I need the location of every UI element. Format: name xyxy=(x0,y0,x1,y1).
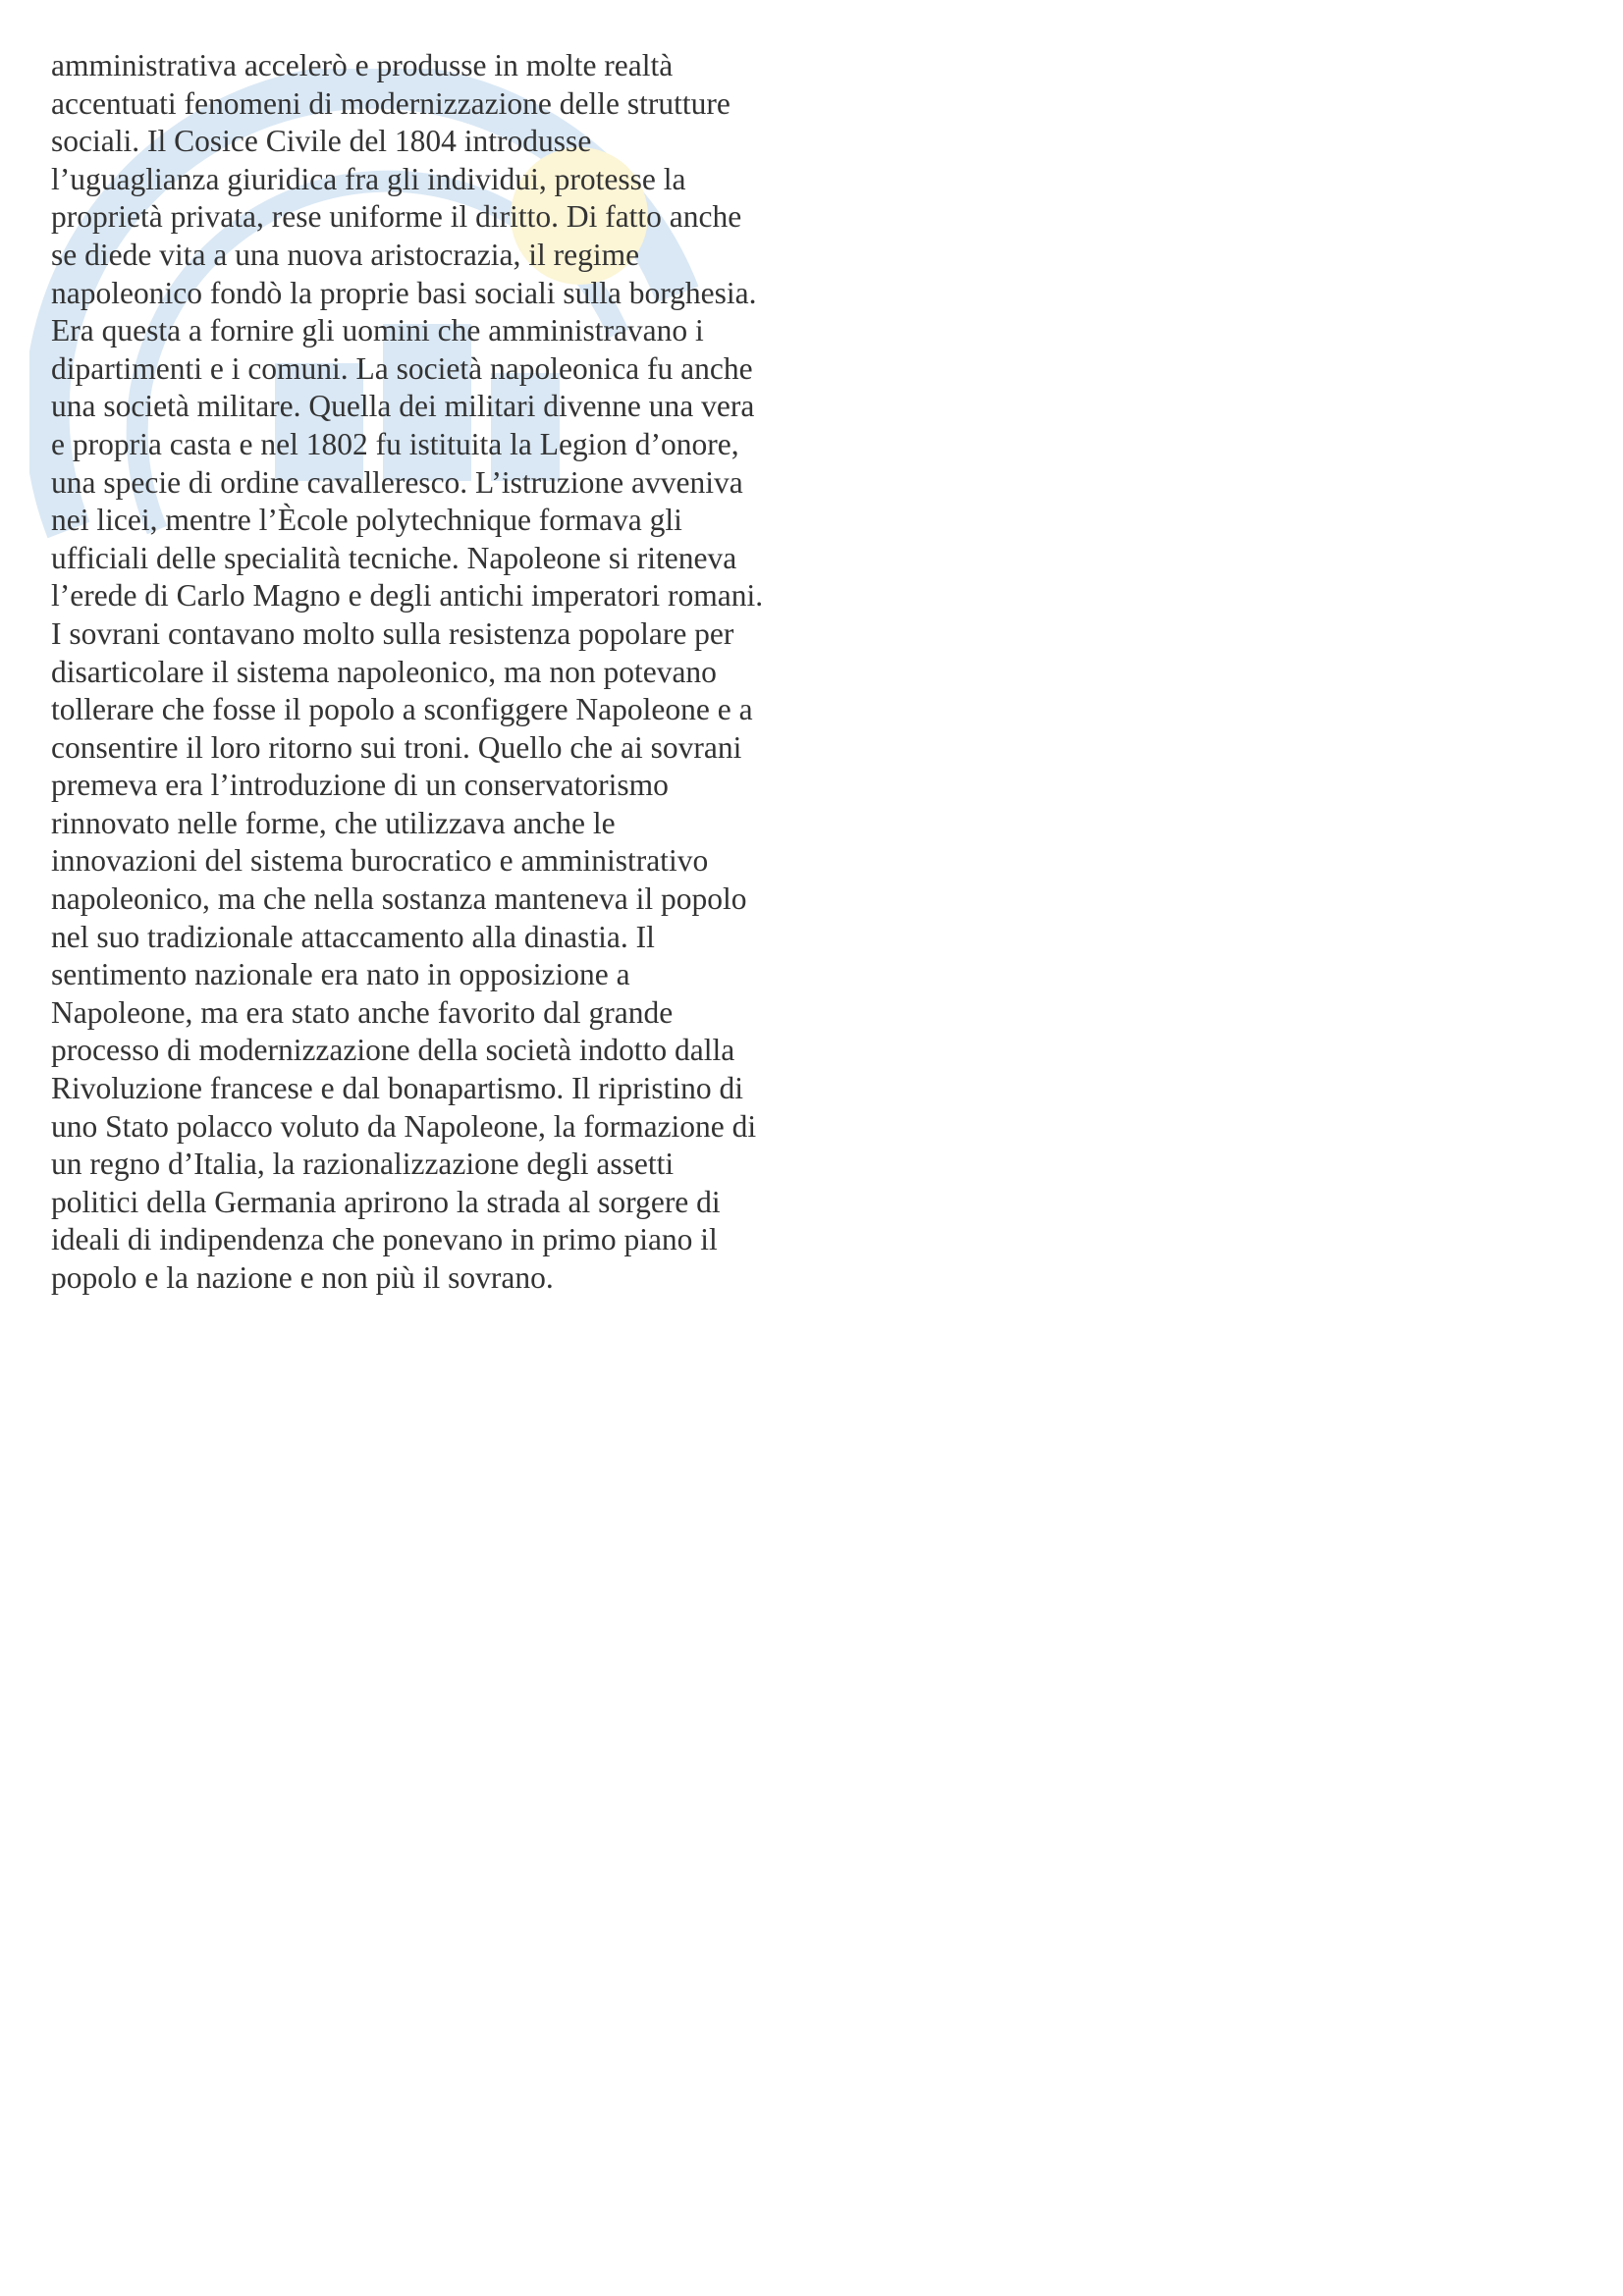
text-line: Rivoluzione francese e dal bonapartismo. Il ripristino di xyxy=(51,1071,744,1106)
text-line: Napoleone, ma era stato anche favorito dal grande xyxy=(51,994,674,1030)
text-line: napoleonico fondò la proprie basi sociali sulla borghesia. xyxy=(51,275,757,310)
text-line: rinnovato nelle forme, che utilizzava anche le xyxy=(51,805,616,840)
text-line: sentimento nazionale era nato in opposizione a xyxy=(51,957,630,992)
text-line: ideali di indipendenza che ponevano in primo piano il xyxy=(51,1222,718,1257)
text-line: consentire il loro ritorno sui troni. Quello che ai sovrani xyxy=(51,729,742,765)
text-line: amministrativa accelerò e produsse in molte realtà xyxy=(51,48,674,82)
text-line: disarticolare il sistema napoleonico, ma non potevano xyxy=(51,654,717,689)
text-line: proprietà privata, rese uniforme il diritto. Di fatto anche xyxy=(51,199,742,235)
text-line: politici della Germania aprirono la strada al sorgere di xyxy=(51,1184,721,1219)
text-line: I sovrani contavano molto sulla resistenza popolare per xyxy=(51,615,734,651)
text-line: Era questa a fornire gli uomini che amministravano i xyxy=(51,313,704,348)
text-line: l’uguaglianza giuridica fra gli individui, protesse la xyxy=(51,161,686,196)
text-line: ufficiali delle specialità tecniche. Napoleone si riteneva xyxy=(51,540,737,575)
text-line: innovazioni del sistema burocratico e amministrativo xyxy=(51,843,709,879)
text-line: napoleonico, ma che nella sostanza manteneva il popolo xyxy=(51,881,747,917)
text-line: accentuati fenomeni di modernizzazione delle strutture xyxy=(51,85,730,121)
text-line: dipartimenti e i comuni. La società napoleonica fu anche xyxy=(51,350,753,386)
text-line: una società militare. Quella dei militari divenne una vera xyxy=(51,389,755,424)
body-text xyxy=(51,47,837,1298)
text-line: l’erede di Carlo Magno e degli antichi imperatori romani. xyxy=(51,578,764,614)
text-line: e propria casta e nel 1802 fu istituita la Legion d’onore, xyxy=(51,426,739,461)
text-line: se diede vita a una nuova aristocrazia, il regime xyxy=(51,237,640,272)
text-line: tollerare che fosse il popolo a sconfiggere Napoleone e a xyxy=(51,692,753,727)
text-line: uno Stato polacco voluto da Napoleone, la formazione di xyxy=(51,1108,757,1144)
text-line: nei licei, mentre l’Ècole polytechnique formava gli xyxy=(51,503,682,538)
text-line: nel suo tradizionale attaccamento alla dinastia. Il xyxy=(51,919,655,954)
text-line: un regno d’Italia, la razionalizzazione degli assetti xyxy=(51,1147,675,1182)
text-line: una specie di ordine cavalleresco. L’istruzione avveniva xyxy=(51,464,743,500)
text-line: premeva era l’introduzione di un conservatorismo xyxy=(51,768,669,803)
text-line: popolo e la nazione e non più il sovrano. xyxy=(51,1260,554,1295)
text-line: sociali. Il Cosice Civile del 1804 introdusse xyxy=(51,124,592,159)
text-line: processo di modernizzazione della società indotto dalla xyxy=(51,1033,735,1068)
